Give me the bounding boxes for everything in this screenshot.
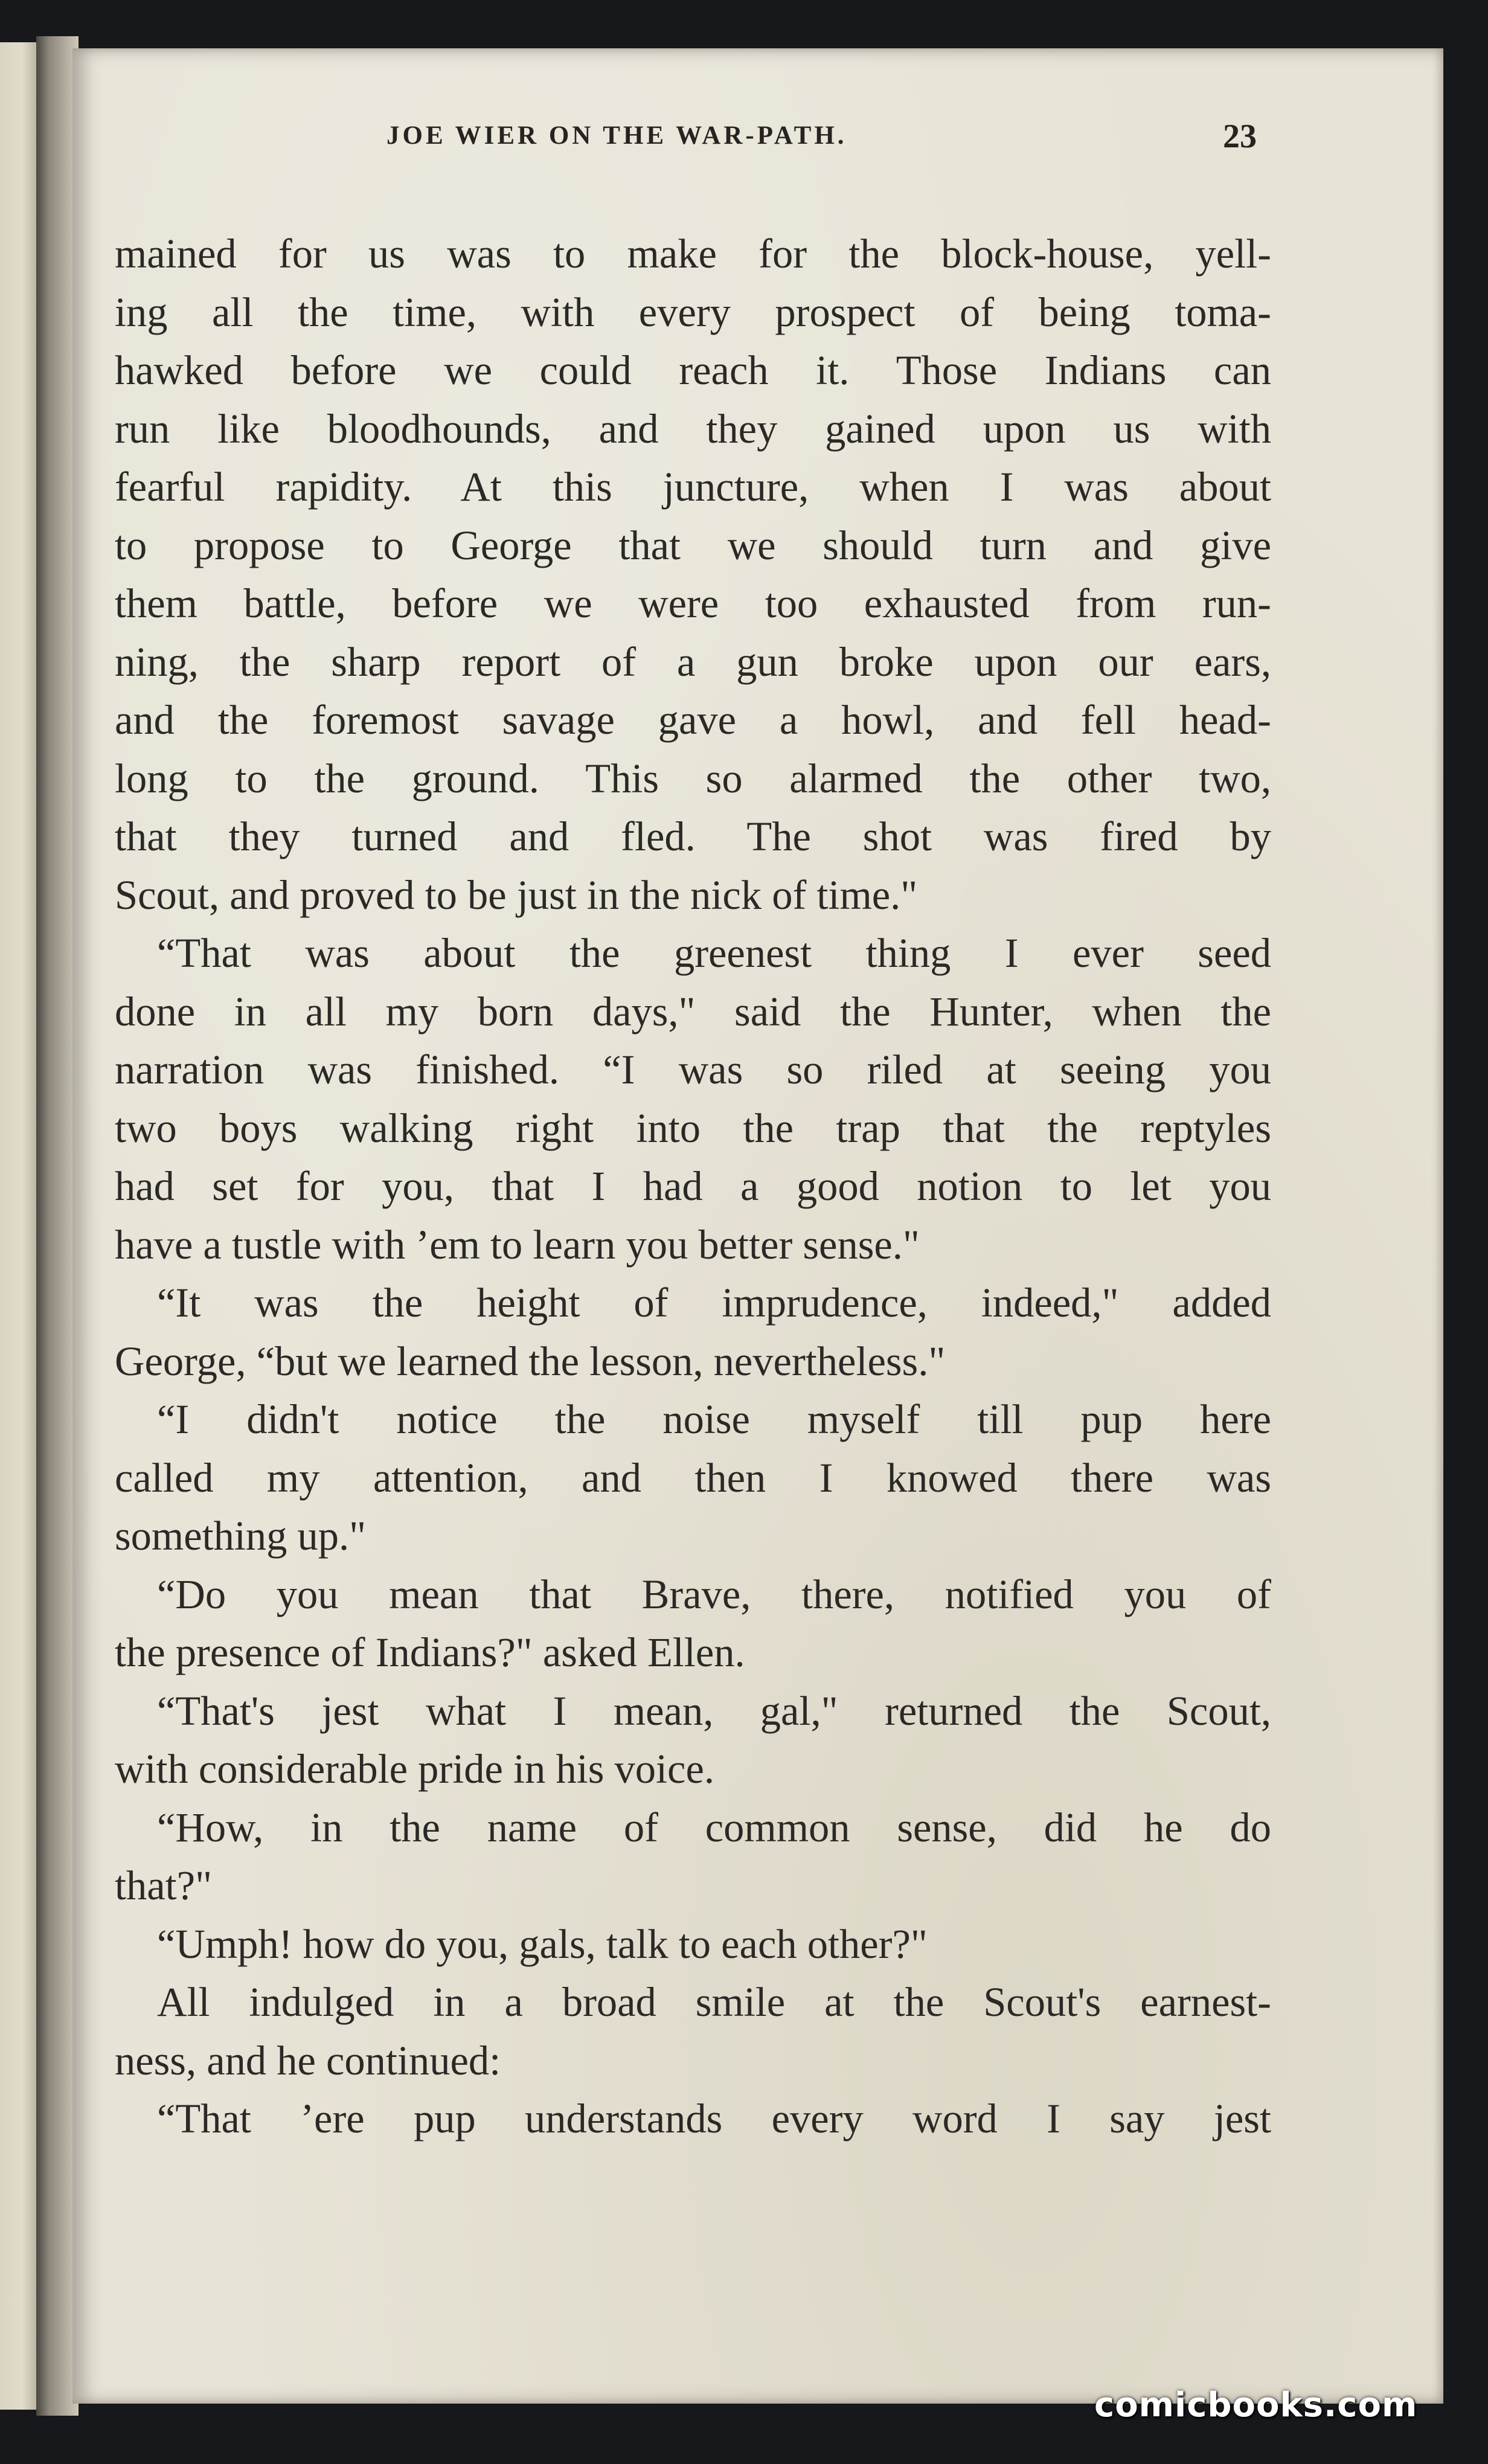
text-line: ness, and he continued: — [115, 2037, 501, 2084]
running-head — [72, 118, 1443, 175]
text-line: have a tustle with ’em to learn you better sense." — [115, 1221, 920, 1268]
text-line: them battle, before we were too exhausted from run- — [115, 580, 1271, 626]
text-line: “That's jest what I mean, gal," returned the Scout, — [157, 1687, 1271, 1734]
text-line: done in all my born days," said the Hunter, when the — [115, 988, 1271, 1035]
text-line: something up." — [115, 1513, 367, 1559]
body-text — [115, 225, 1271, 2148]
text-line: George, “but we learned the lesson, nevertheless." — [115, 1338, 946, 1384]
text-line: “How, in the name of common sense, did he do — [157, 1804, 1271, 1850]
facing-page-edge — [0, 42, 36, 2410]
text-line: ning, the sharp report of a gun broke upon our ears, — [115, 638, 1271, 685]
text-line: mained for us was to make for the block-house, yell- — [115, 231, 1271, 277]
running-title: JOE WIER ON THE WAR-PATH. — [386, 121, 847, 150]
text-line: Scout, and proved to be just in the nick of time." — [115, 871, 918, 918]
text-line: that?" — [115, 1862, 213, 1908]
book-page — [72, 48, 1443, 2404]
site-watermark: comicbooks.com — [1094, 2385, 1418, 2425]
text-line: run like bloodhounds, and they gained upon us with — [115, 405, 1271, 452]
text-line: All indulged in a broad smile at the Scout's earnest- — [157, 1979, 1271, 2025]
text-line: “That was about the greenest thing I ever seed — [157, 930, 1271, 976]
text-line: the presence of Indians?" asked Ellen. — [115, 1629, 745, 1675]
text-line: “That ’ere pup understands every word I say jest — [157, 2096, 1271, 2142]
text-line: and the foremost savage gave a howl, and fell head- — [115, 697, 1271, 743]
text-line: with considerable pride in his voice. — [115, 1746, 714, 1792]
text-line: long to the ground. This so alarmed the other two, — [115, 755, 1271, 801]
page-number: 23 — [1223, 118, 1257, 155]
text-line: to propose to George that we should turn and give — [115, 522, 1271, 568]
text-line: ing all the time, with every prospect of being toma- — [115, 289, 1271, 335]
text-line: fearful rapidity. At this juncture, when I was about — [115, 464, 1271, 510]
text-line: “Umph! how do you, gals, talk to each other?" — [157, 1920, 928, 1967]
text-line: narration was finished. “I was so riled at seeing you — [115, 1047, 1271, 1092]
text-line: that they turned and fled. The shot was fired by — [115, 813, 1271, 859]
text-line: “I didn't notice the noise myself till pup here — [157, 1396, 1271, 1442]
text-line: “Do you mean that Brave, there, notified you of — [157, 1571, 1271, 1617]
text-line: hawked before we could reach it. Those Indians can — [115, 347, 1271, 393]
text-line: two boys walking right into the trap that the reptyles — [115, 1105, 1271, 1151]
text-line: had set for you, that I had a good notion to let you — [115, 1163, 1271, 1209]
text-line: “It was the height of imprudence, indeed," added — [157, 1280, 1271, 1326]
text-line: called my attention, and then I knowed there was — [115, 1454, 1271, 1501]
